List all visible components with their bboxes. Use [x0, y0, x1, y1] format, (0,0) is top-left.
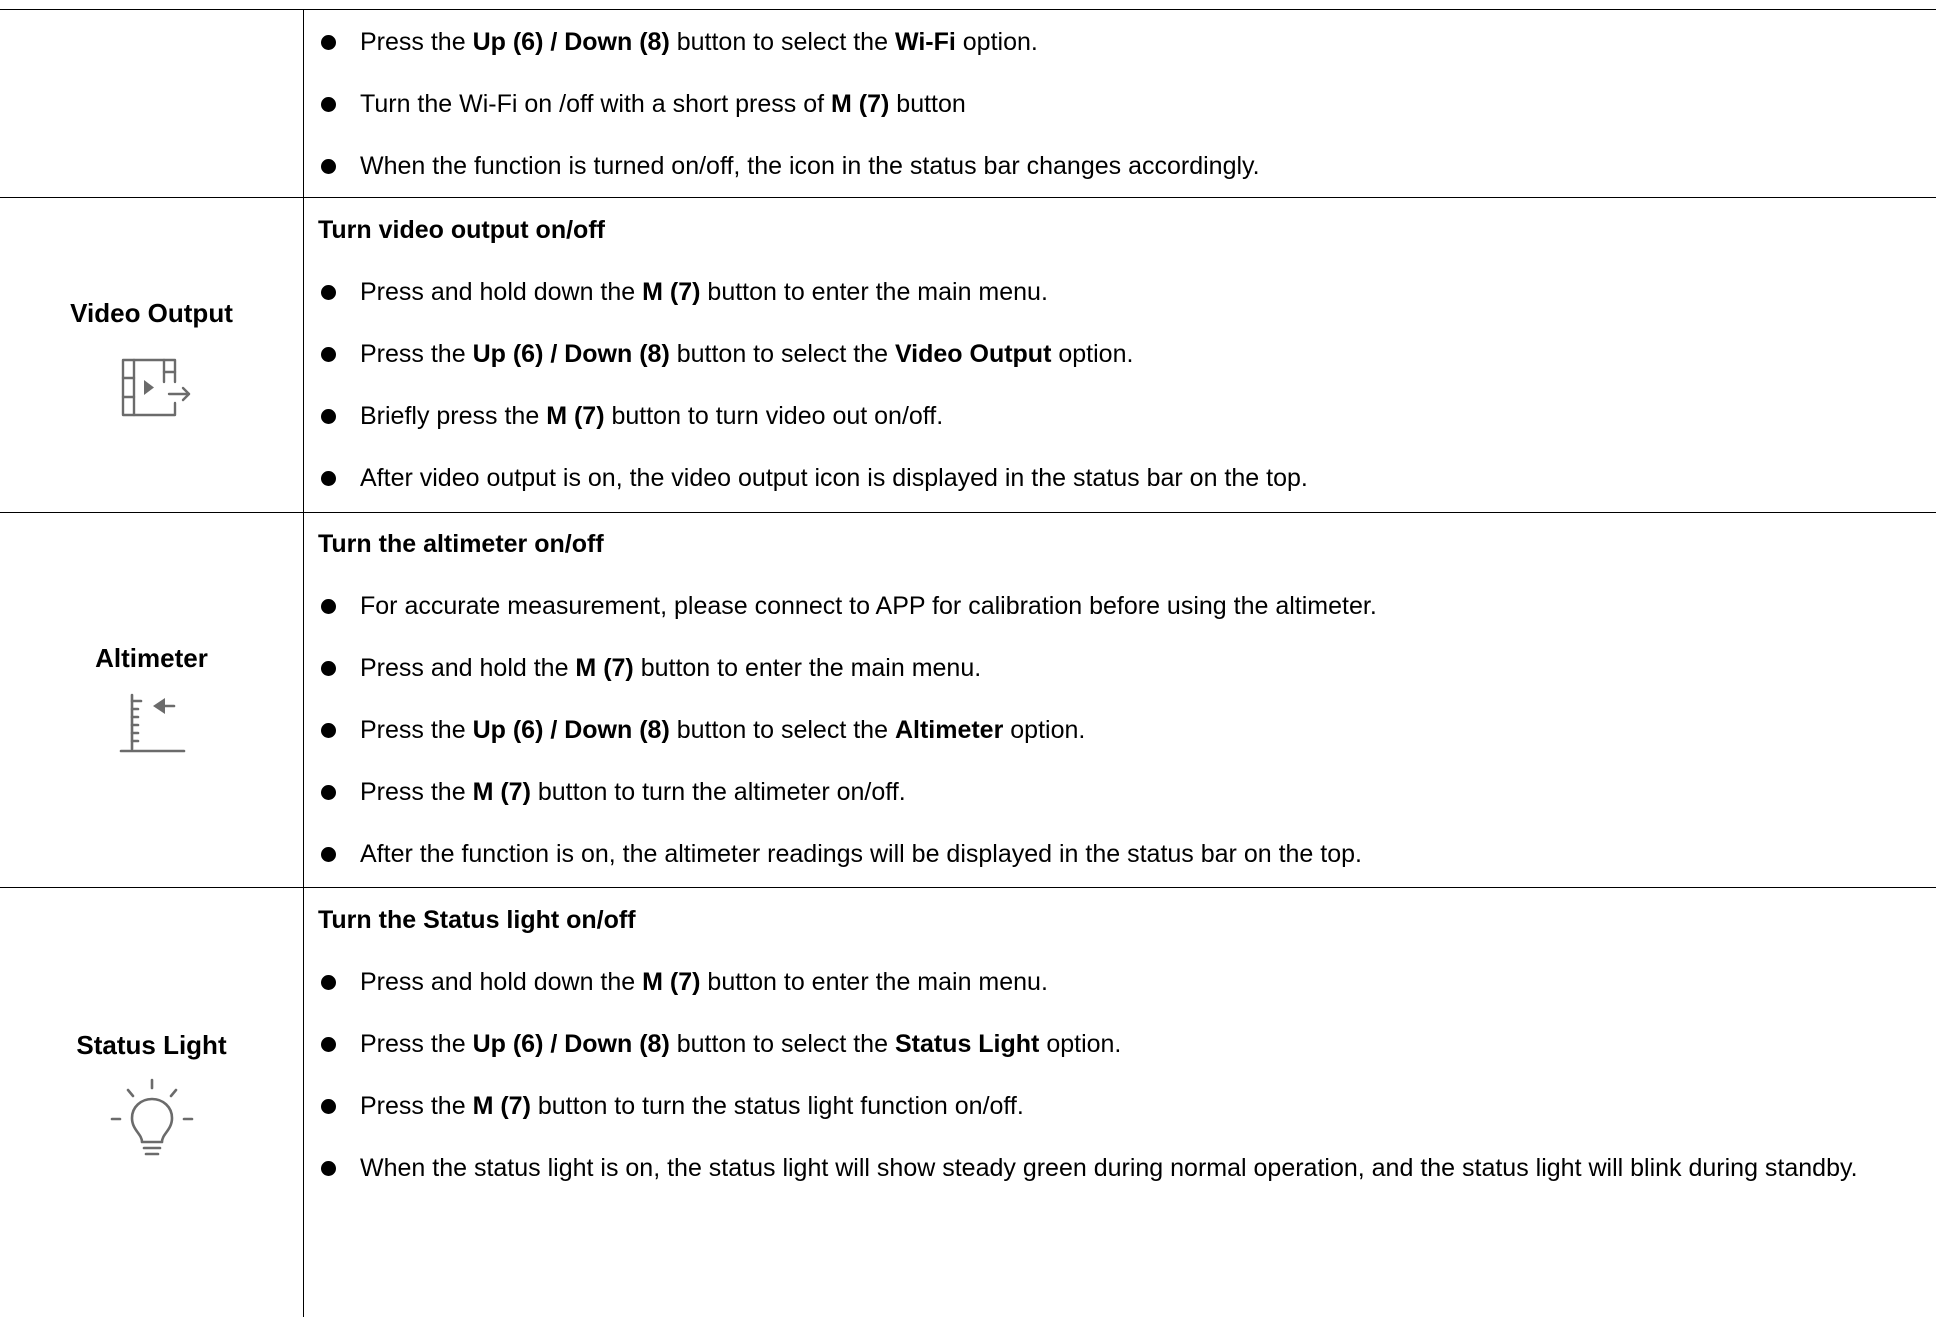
bullet-dot-icon — [321, 975, 336, 990]
text-run: Briefly press the — [360, 402, 547, 430]
video-output-heading: Turn video output on/off — [318, 216, 605, 244]
bullet-dot-icon — [321, 847, 336, 862]
altimeter-feature-cell — [0, 643, 303, 761]
bold-text: M (7) — [642, 278, 701, 306]
text-run: Press and hold down the — [360, 278, 643, 306]
text-run: button to select the — [669, 340, 895, 368]
bullet-text — [360, 654, 981, 682]
bullet-item — [318, 1013, 1928, 1075]
bullet-text — [360, 968, 1048, 996]
bullet-dot-icon — [321, 1037, 336, 1052]
bold-text: Status Light — [894, 1030, 1040, 1058]
bold-text: Up (6) / Down (8) — [472, 1030, 670, 1058]
bold-text: Wi-Fi — [894, 28, 956, 56]
bullet-dot-icon — [321, 159, 336, 174]
altimeter-instructions — [318, 513, 1928, 885]
text-run: button to turn video out on/off. — [604, 402, 944, 430]
bullet-item — [318, 323, 1928, 385]
bold-text: Up (6) / Down (8) — [472, 28, 670, 56]
text-run: button to enter the main menu. — [700, 278, 1048, 306]
text-run: button to enter the main menu. — [633, 654, 982, 682]
wifi-bullet-list — [318, 11, 1928, 197]
text-run: When the status light is on, the status light will show steady green during normal operation, and the status light will blink during standby. — [360, 1154, 1858, 1182]
bullet-text — [360, 840, 1362, 868]
video-output-icon — [107, 350, 197, 420]
text-run: button to select the — [669, 28, 895, 56]
video-output-feature-cell — [0, 298, 303, 420]
bullet-text — [360, 592, 1377, 620]
text-run: Turn the Wi-Fi on /off with a short press of — [360, 90, 832, 118]
bold-text: M (7) — [831, 90, 890, 118]
text-run: After video output is on, the video output icon is displayed in the status bar on the top. — [360, 464, 1308, 492]
bullet-text — [360, 716, 1085, 744]
text-run: After the function is on, the altimeter readings will be displayed in the status bar on the top. — [360, 840, 1362, 868]
wifi-instructions — [318, 11, 1928, 197]
bullet-dot-icon — [321, 1099, 336, 1114]
bullet-item — [318, 385, 1928, 447]
bullet-text — [360, 90, 966, 118]
bold-text: M (7) — [472, 778, 531, 806]
bullet-dot-icon — [321, 471, 336, 486]
text-run: button — [889, 90, 966, 118]
bullet-item — [318, 73, 1928, 135]
bullet-dot-icon — [321, 347, 336, 362]
bullet-text — [360, 1154, 1858, 1182]
bullet-item — [318, 1137, 1928, 1199]
text-run: option. — [955, 28, 1038, 56]
text-run: button to turn the status light function on/off. — [530, 1092, 1024, 1120]
text-run: Press the — [360, 778, 473, 806]
bullet-dot-icon — [321, 285, 336, 300]
text-run: Press the — [360, 28, 473, 56]
bullet-item — [318, 637, 1928, 699]
row-divider — [0, 197, 1936, 198]
bullet-text — [360, 1092, 1024, 1120]
bullet-text — [360, 402, 943, 430]
bold-text: Altimeter — [894, 716, 1004, 744]
bullet-dot-icon — [321, 599, 336, 614]
text-run: Press the — [360, 716, 473, 744]
status-light-feature-cell — [0, 1030, 303, 1164]
lightbulb-icon — [104, 1074, 200, 1164]
bullet-item — [318, 447, 1928, 509]
text-run: Press the — [360, 1030, 473, 1058]
bullet-text — [360, 340, 1133, 368]
text-run: Press and hold down the — [360, 968, 643, 996]
bullet-item — [318, 135, 1928, 197]
bold-text: Up (6) / Down (8) — [472, 340, 670, 368]
altimeter-bullet-list — [318, 575, 1928, 885]
bullet-text — [360, 464, 1308, 492]
bullet-text — [360, 1030, 1121, 1058]
video-output-instructions — [318, 199, 1928, 509]
row-divider — [0, 887, 1936, 888]
bullet-dot-icon — [321, 785, 336, 800]
bullet-item — [318, 699, 1928, 761]
bullet-item — [318, 575, 1928, 637]
bullet-item — [318, 11, 1928, 73]
bullet-dot-icon — [321, 97, 336, 112]
text-run: When the function is turned on/off, the icon in the status bar changes accordingly. — [360, 152, 1260, 180]
text-run: button to select the — [669, 1030, 895, 1058]
bold-text: M (7) — [575, 654, 634, 682]
text-run: option. — [1039, 1030, 1122, 1058]
status-light-heading: Turn the Status light on/off — [318, 906, 636, 934]
bullet-dot-icon — [321, 723, 336, 738]
status-light-bullet-list — [318, 951, 1928, 1199]
bullet-item — [318, 761, 1928, 823]
bullet-item — [318, 1075, 1928, 1137]
bold-text: Video Output — [894, 340, 1052, 368]
bullet-dot-icon — [321, 1161, 336, 1176]
bullet-item — [318, 823, 1928, 885]
bold-text: M (7) — [642, 968, 701, 996]
video-output-title: Video Output — [70, 298, 233, 328]
text-run: Press and hold the — [360, 654, 576, 682]
bold-text: Up (6) / Down (8) — [472, 716, 670, 744]
altimeter-icon — [112, 687, 192, 761]
column-divider — [303, 10, 304, 1317]
wifi-feature-cell — [0, 10, 303, 197]
bullet-text — [360, 778, 906, 806]
bold-text: M (7) — [472, 1092, 531, 1120]
text-run: Press the — [360, 340, 473, 368]
text-run: Press the — [360, 1092, 473, 1120]
status-light-title: Status Light — [76, 1030, 227, 1060]
status-light-instructions — [318, 889, 1928, 1199]
altimeter-heading: Turn the altimeter on/off — [318, 530, 604, 558]
text-run: button to enter the main menu. — [700, 968, 1048, 996]
bullet-dot-icon — [321, 35, 336, 50]
video-output-bullet-list — [318, 261, 1928, 509]
text-run: option. — [1051, 340, 1134, 368]
text-run: button to select the — [669, 716, 895, 744]
text-run: option. — [1003, 716, 1086, 744]
bullet-text — [360, 152, 1260, 180]
bullet-item — [318, 261, 1928, 323]
bullet-dot-icon — [321, 661, 336, 676]
bullet-item — [318, 951, 1928, 1013]
text-run: button to turn the altimeter on/off. — [530, 778, 906, 806]
bullet-text — [360, 278, 1048, 306]
bold-text: M (7) — [546, 402, 605, 430]
text-run: For accurate measurement, please connect to APP for calibration before using the altimeter. — [360, 592, 1377, 620]
bullet-text — [360, 28, 1038, 56]
bullet-dot-icon — [321, 409, 336, 424]
altimeter-title: Altimeter — [95, 643, 208, 673]
